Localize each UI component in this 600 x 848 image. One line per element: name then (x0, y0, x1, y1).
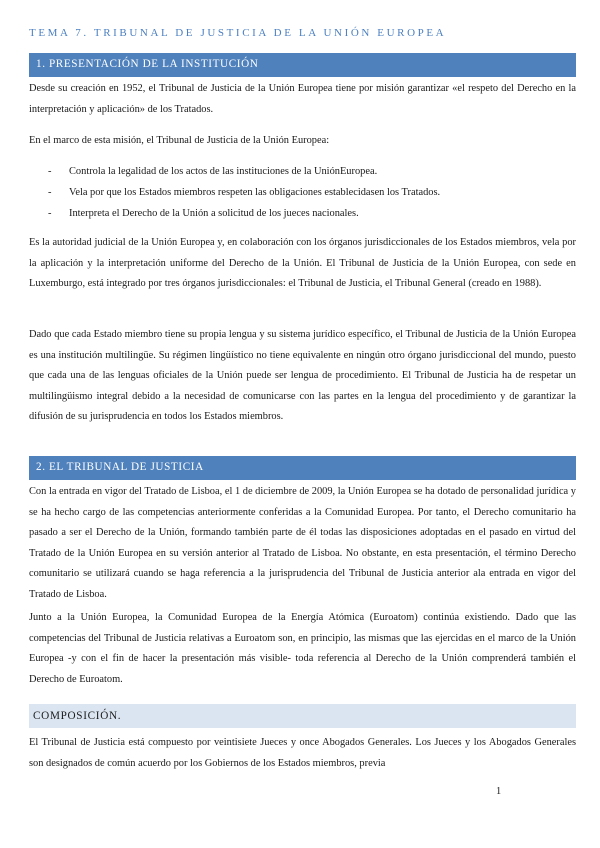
page-number: 1 (496, 786, 502, 797)
section-1-bullet-list (29, 161, 576, 224)
section-2-heading: 2. EL TRIBUNAL DE JUSTICIA (29, 456, 576, 480)
bullet-dash: - (48, 166, 52, 177)
section-1-paragraph-1: Desde su creación en 1952, el Tribunal de Justicia de la Unión Europea tiene por misión garantizar «el respeto del Derecho en la interpretación y aplicación» de los Tratados. (29, 83, 576, 115)
bullet-dash: - (48, 208, 52, 219)
section-1-paragraph-3: Es la autoridad judicial de la Unión Europea y, en colaboración con los órganos jurisdiccionales de los Estados miembros, vela por la aplicación y la interpretación uniforme del Derecho de la Unión. El Tribunal de Justicia de la Unión Europea, con sede en Luxemburgo, está integrado por tres órganos jurisdiccionales: el Tribunal de Justicia, el Tribunal General (creado en 1988). (29, 237, 576, 289)
list-item: - Vela por que los Estados miembros respeten las obligaciones establecidasen los Tratados. (29, 182, 576, 203)
section-2-paragraph-1: Con la entrada en vigor del Tratado de Lisboa, el 1 de diciembre de 2009, la Unión Europea se ha dotado de personalidad jurídica y se ha hecho cargo de las competencias anteriormente conferidas a la Comunidad Europea. Por tanto, el Derecho comunitario ha pasado a ser el Derecho de la Unión, formando también parte de él todas las disposiciones adoptadas en el pasado en virtud del Tratado de la Unión Europea en su versión anterior al Tratado de Lisboa. No obstante, en esta presentación, el término Derecho comunitario se utilizará cuando se haga referencia a la jurisprudencia del Tribunal de Justicia anterior ala entrada en vigor del Tratado de Lisboa. (29, 486, 576, 600)
document-header-title: TEMA 7. TRIBUNAL DE JUSTICIA DE LA UNIÓN EUROPEA (29, 27, 447, 39)
composicion-subheading: COMPOSICIÓN. (29, 704, 576, 728)
section-1-paragraph-2: En el marco de esta misión, el Tribunal de Justicia de la Unión Europea: (29, 135, 330, 146)
section-1-paragraph-4: Dado que cada Estado miembro tiene su propia lengua y su sistema jurídico específico, el Tribunal de Justicia de la Unión Europea es una institución multilingüe. Su régimen lingüístico no tiene equivalente en ningún otro órgano jurisdiccional del mundo, puesto que cada una de las lenguas oficiales de la Unión puede ser lengua de procedimiento. El Tribunal de Justicia ha de respetar un multilingüismo integral debido a la necesidad de comunicarse con las partes en la lengua del procedimiento y de garantizar la difusión de su jurisprudencia en todos los Estados miembros. (29, 329, 576, 422)
section-2-paragraph-2: Junto a la Unión Europea, la Comunidad Europea de la Energía Atómica (Euroatom) continúa existiendo. Dado que las competencias del Tribunal de Justicia relativas a Euroatom son, en principio, las mismas que las ejercidas en el marco de la Unión Europea -y con el fin de hacer la presentación más visible- toda referencia al Derecho de la Unión comprenderá también el Derecho de Euroatom. (29, 612, 576, 685)
bullet-dash: - (48, 187, 52, 198)
list-item: - Interpreta el Derecho de la Unión a solicitud de los jueces nacionales. (29, 203, 576, 224)
list-item: - Controla la legalidad de los actos de las instituciones de la UniónEuropea. (29, 161, 576, 182)
section-2-paragraph-3: El Tribunal de Justicia está compuesto por veintisiete Jueces y once Abogados Generales. Los Jueces y los Abogados Generales son designados de común acuerdo por los Gobiernos de los Estados miembros, previa (29, 737, 576, 769)
section-1-heading: 1. PRESENTACIÓN DE LA INSTITUCIÓN (29, 53, 576, 77)
